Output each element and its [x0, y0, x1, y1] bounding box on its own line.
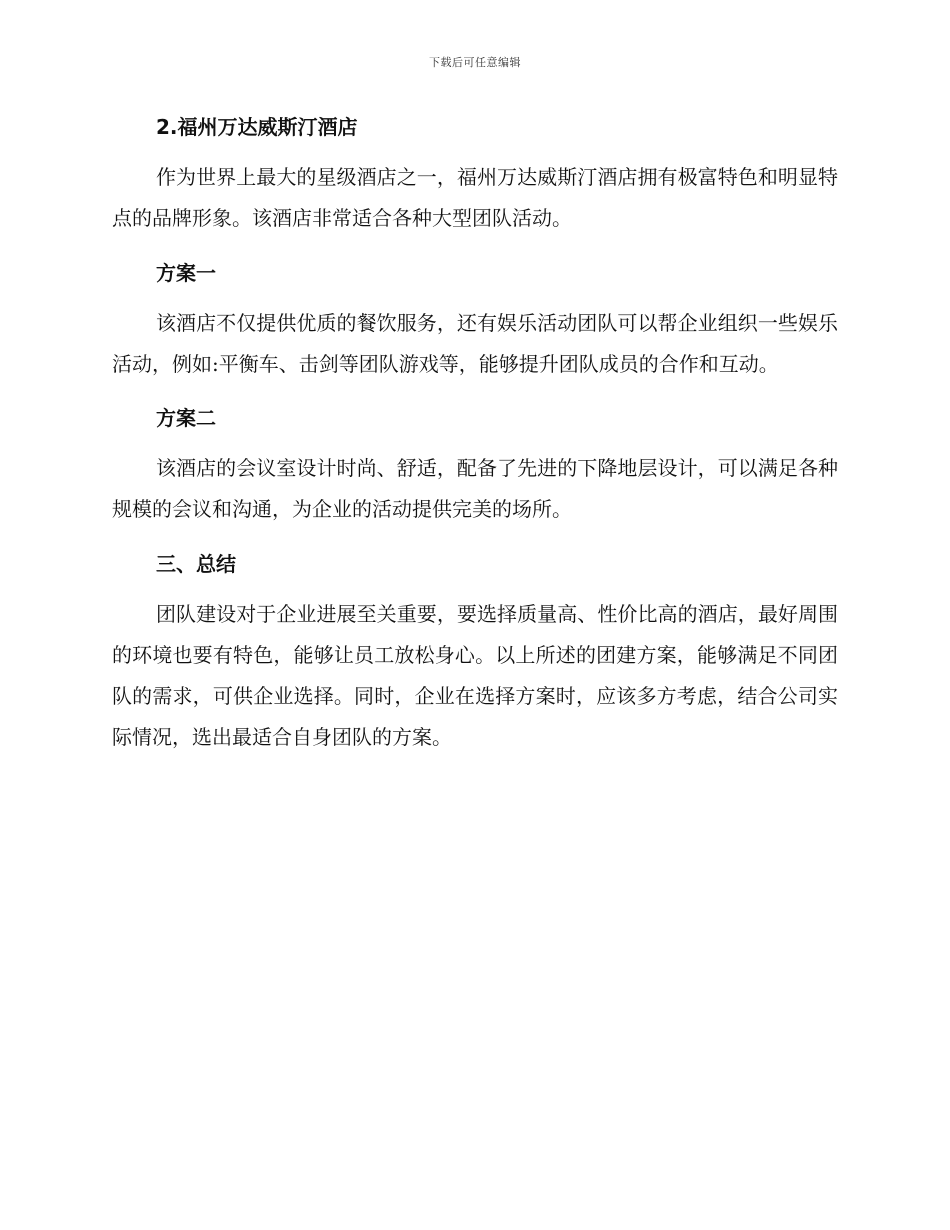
section-heading-summary: 三、总结 [156, 552, 236, 576]
paragraph-hotel-intro: 作为世界上最大的星级酒店之一，福州万达威斯汀酒店拥有极富特色和明显特点的品牌形象。该酒店非常适合各种大型团队活动。 [112, 165, 838, 230]
section-heading-plan-one: 方案一 [156, 261, 216, 285]
paragraph-summary: 团队建设对于企业进展至关重要，要选择质量高、性价比高的酒店，最好周围的环境也要有特色，能够让员工放松身心。以上所述的团建方案，能够满足不同团队的需求，可供企业选择。同时，企业在选择方案时，应该多方考虑，结合公司实际情况，选出最适合自身团队的方案。 [112, 602, 838, 749]
section-heading-plan-two: 方案二 [156, 406, 216, 430]
paragraph-plan-one: 该酒店不仅提供优质的餐饮服务，还有娱乐活动团队可以帮企业组织一些娱乐活动，例如:平衡车、击剑等团队游戏等，能够提升团队成员的合作和互动。 [112, 311, 838, 376]
paragraph-plan-two: 该酒店的会议室设计时尚、舒适，配备了先进的下降地层设计，可以满足各种规模的会议和沟通，为企业的活动提供完美的场所。 [112, 456, 838, 521]
document-body [112, 110, 838, 758]
section-heading-hotel: 2.福州万达威斯汀酒店 [156, 115, 358, 139]
header-note: 下载后可任意编辑 [429, 56, 521, 69]
